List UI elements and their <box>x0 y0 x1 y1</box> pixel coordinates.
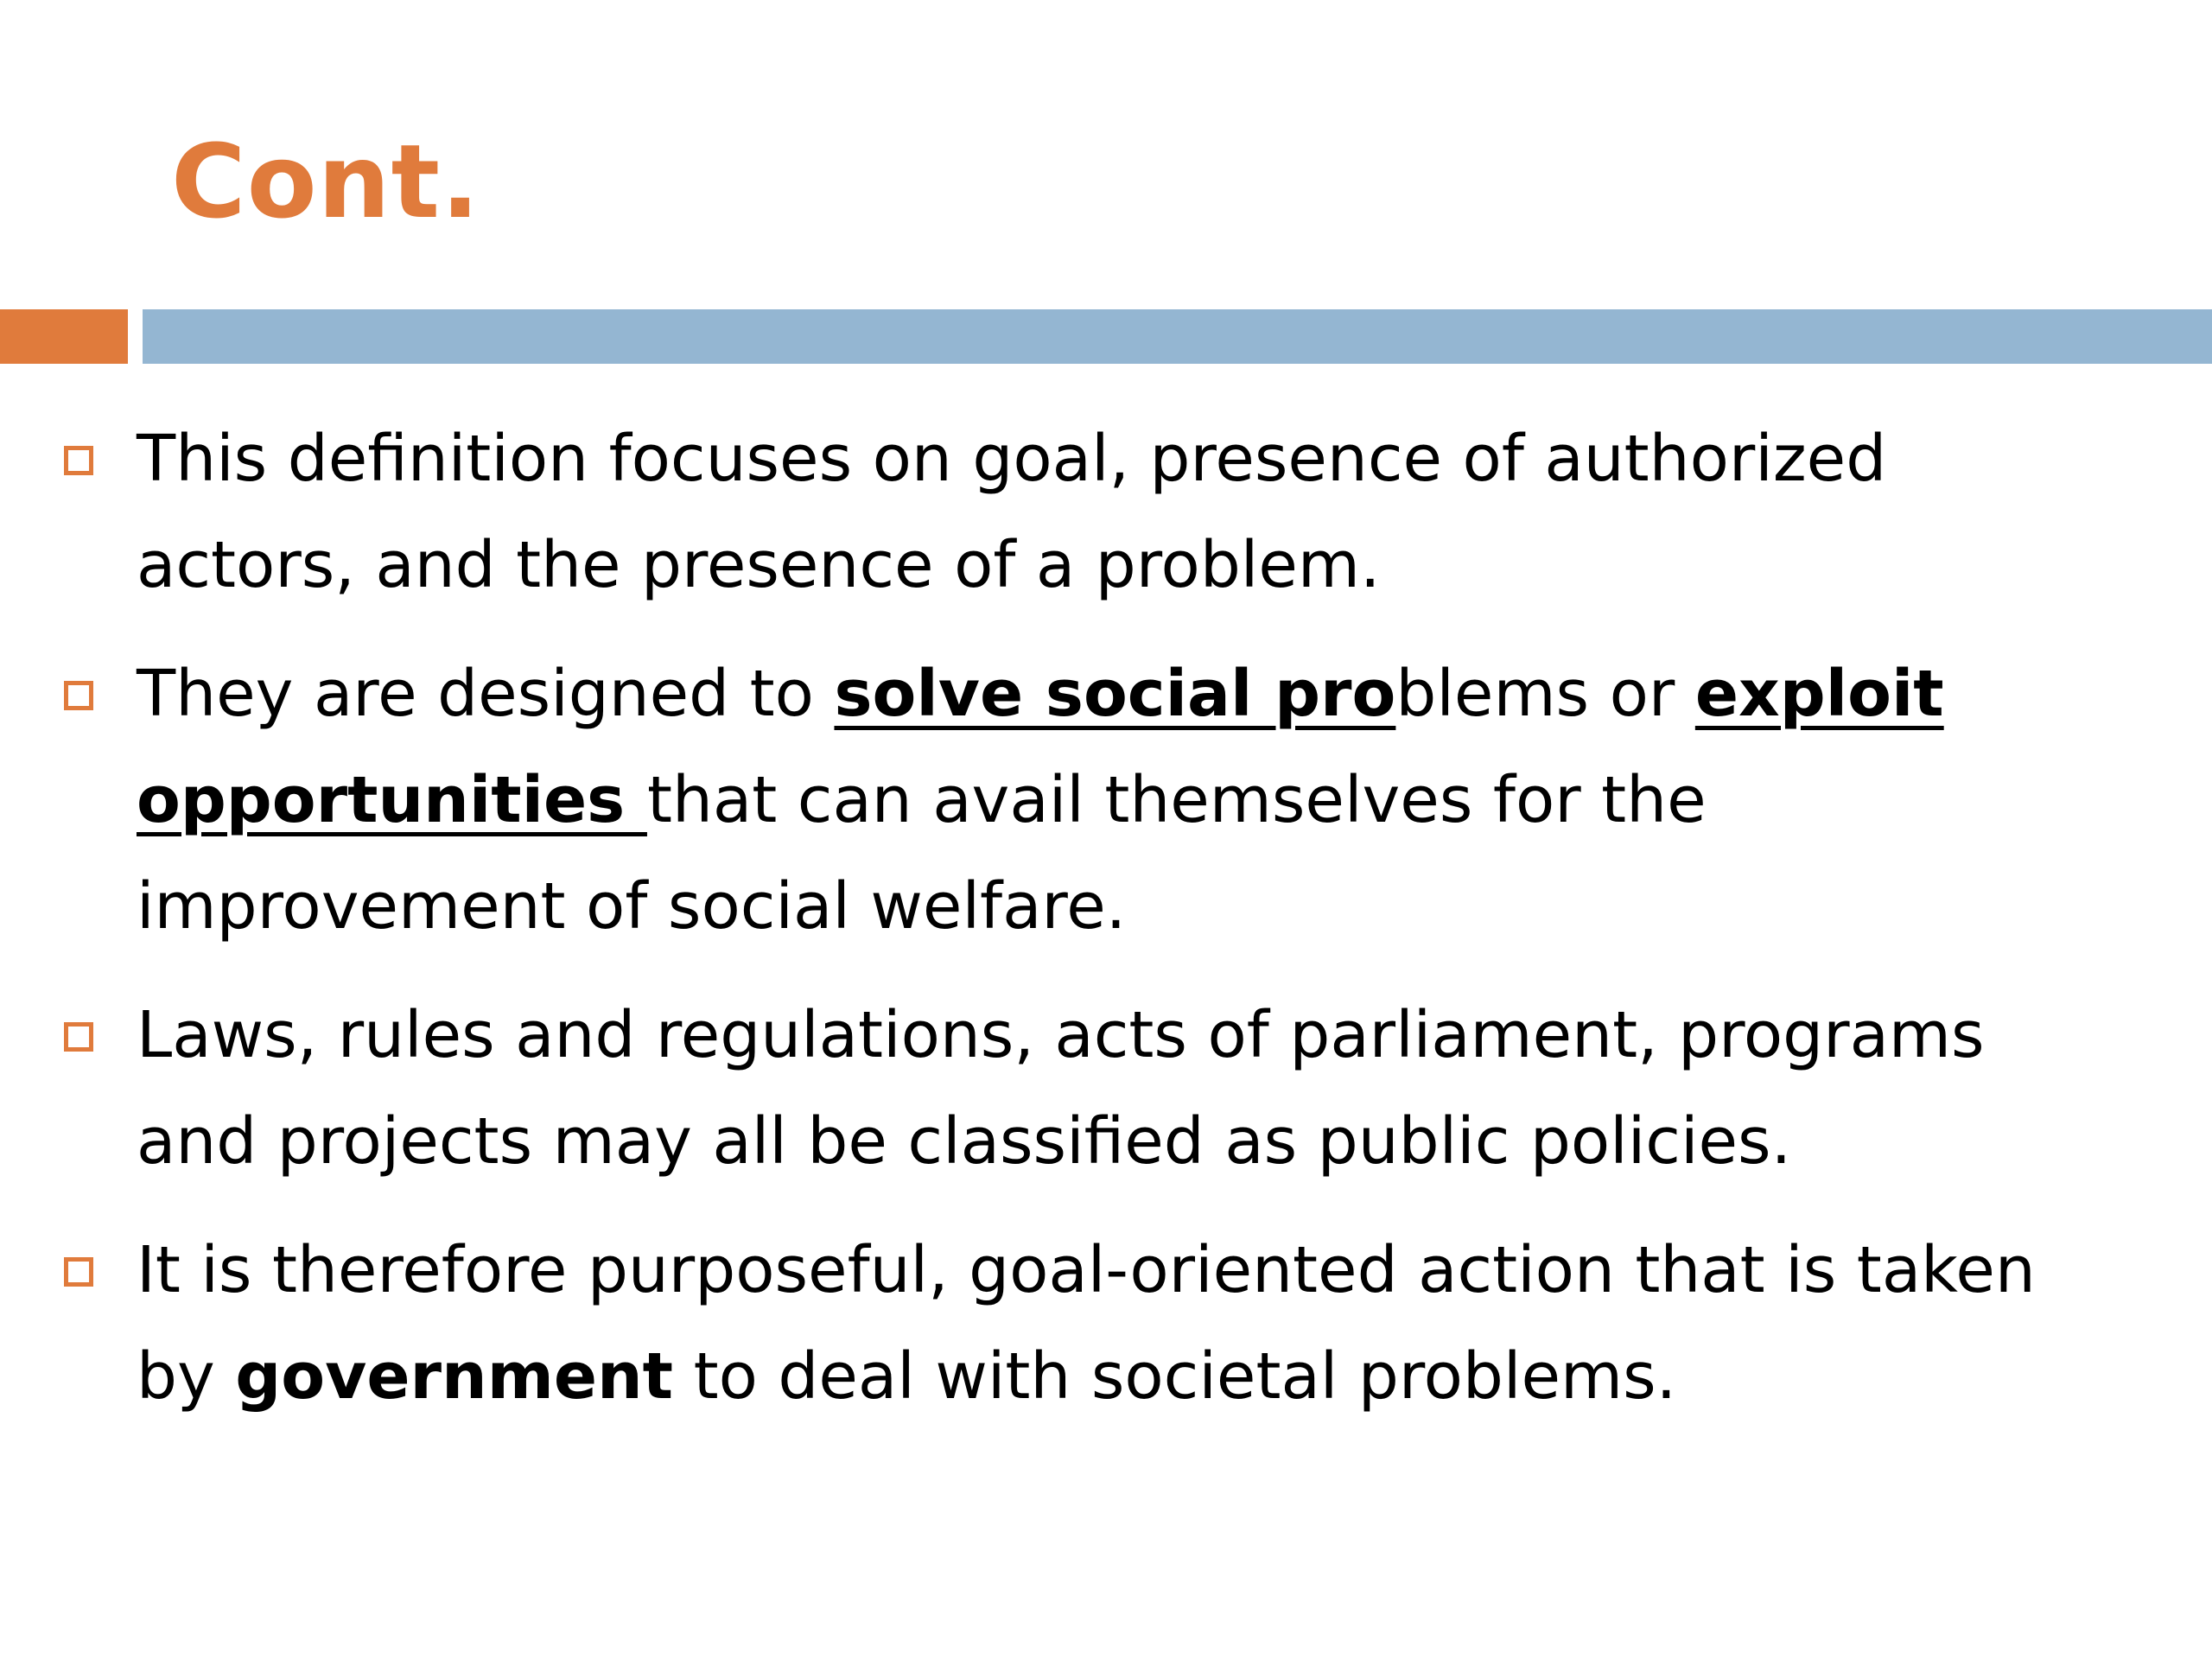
bullet-text: Laws, rules and regulations, acts of parliament, programs and projects may all be classified as public policies. <box>137 998 1985 1179</box>
bullet-item <box>0 982 2212 1195</box>
bullet-text <box>137 657 1944 944</box>
bullet-text-segment: that can avail themselves for the improvement of social welfare. <box>137 763 1707 944</box>
title-accent-bar <box>0 309 128 364</box>
slide-title: Cont. <box>171 122 480 241</box>
emphasis-exploit-opportunities: exploit opportunities <box>137 657 1944 837</box>
bullet-list <box>0 406 2212 1452</box>
bullet-item <box>0 406 2212 619</box>
bullet-text-segment: to deal with societal problems. <box>673 1339 1677 1414</box>
hollow-square-bullet-icon <box>64 446 93 475</box>
title-divider-bar <box>143 309 2212 364</box>
emphasis-government: government <box>235 1339 674 1414</box>
hollow-square-bullet-icon <box>64 1257 93 1287</box>
bullet-item <box>0 1217 2212 1430</box>
hollow-square-bullet-icon <box>64 1022 93 1052</box>
bullet-text-segment: It is therefore purposeful, goal-oriented action that is taken by <box>137 1233 2036 1414</box>
bullet-text-segment: They are designed to <box>137 657 835 731</box>
hollow-square-bullet-icon <box>64 681 93 710</box>
bullet-text <box>137 1233 2036 1414</box>
bullet-text: This definition focuses on goal, presence of authorized actors, and the presence of a problem. <box>137 422 1887 602</box>
emphasis-solve-social-problems: solve social pro <box>834 657 1396 731</box>
bullet-text-segment: blems or <box>1395 657 1695 731</box>
bullet-item <box>0 641 2212 960</box>
